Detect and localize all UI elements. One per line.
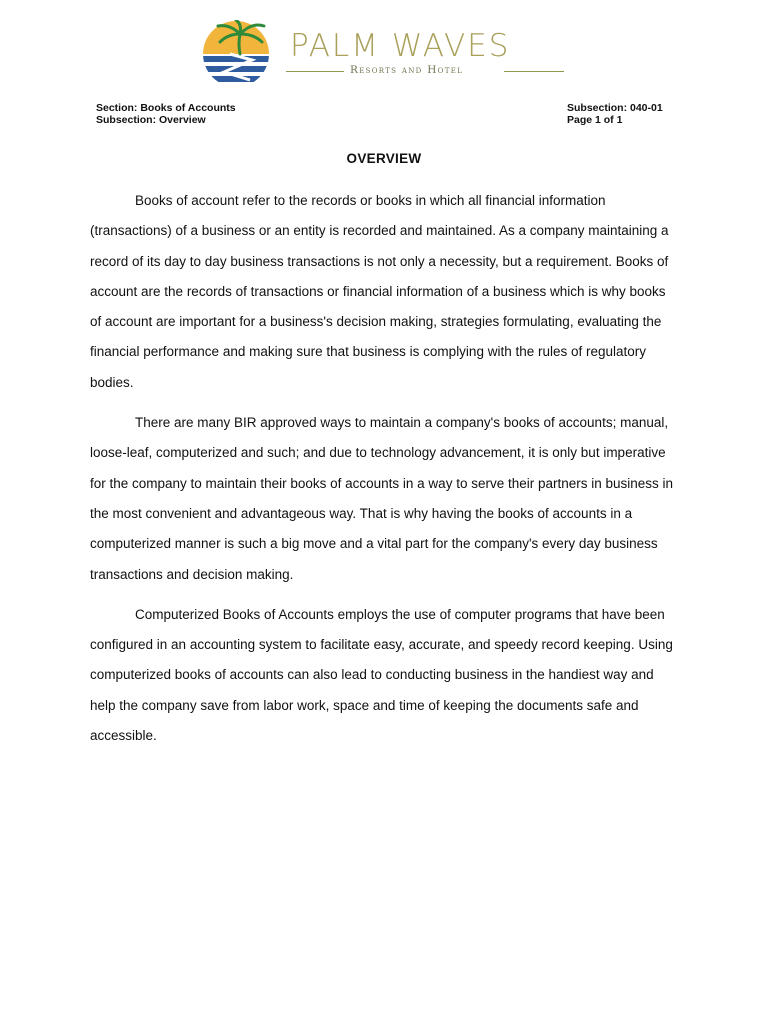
brand-divider-left [286,71,344,72]
section-label: Section: Books of Accounts [96,102,236,114]
document-body [90,186,680,761]
subsection-label: Subsection: Overview [96,114,206,126]
subsection-code: Subsection: 040-01 [567,102,663,114]
page-number: Page 1 of 1 [567,114,623,126]
paragraph: Books of account refer to the records or books in which all financial information (transactions) of a business or an entity is recorded and maintained. As a company maintaining a record of its day to day business transactions is not only a necessity, but a requirement. Books of account are the records of transactions or financial information of a business which is why books of account are important for a business's decision making, strategies formulating, evaluating the financial performance and making sure that business is complying with the rules of regulatory bodies. [90,193,669,390]
brand-tagline: Resorts and Hotel [350,64,464,76]
document-meta-right [567,102,663,126]
paragraph: There are many BIR approved ways to maintain a company's books of accounts; manual, loose-leaf, computerized and such; and due to technology advancement, it is only but imperative for the company to maintain their books of accounts in a way to serve their partners in business in the most convenient and advantageous way. That is why having the books of accounts in a computerized manner is such a big move and a vital part for the company's every day business transactions and decision making. [90,415,674,582]
paragraph: Computerized Books of Accounts employs the use of computer programs that have been configured in an accounting system to facilitate easy, accurate, and speedy record keeping. Using computerized books of accounts can also lead to conducting business in the handiest way and help the company save from labor work, space and time of keeping the documents safe and accessible. [90,606,673,744]
palm-sun-waves-logo-icon [200,20,278,88]
document-title: OVERVIEW [346,151,422,166]
brand-name: PALM WAVES [290,28,511,64]
brand-divider-right [504,71,564,72]
document-meta-left [96,102,236,126]
company-logo [200,20,570,90]
